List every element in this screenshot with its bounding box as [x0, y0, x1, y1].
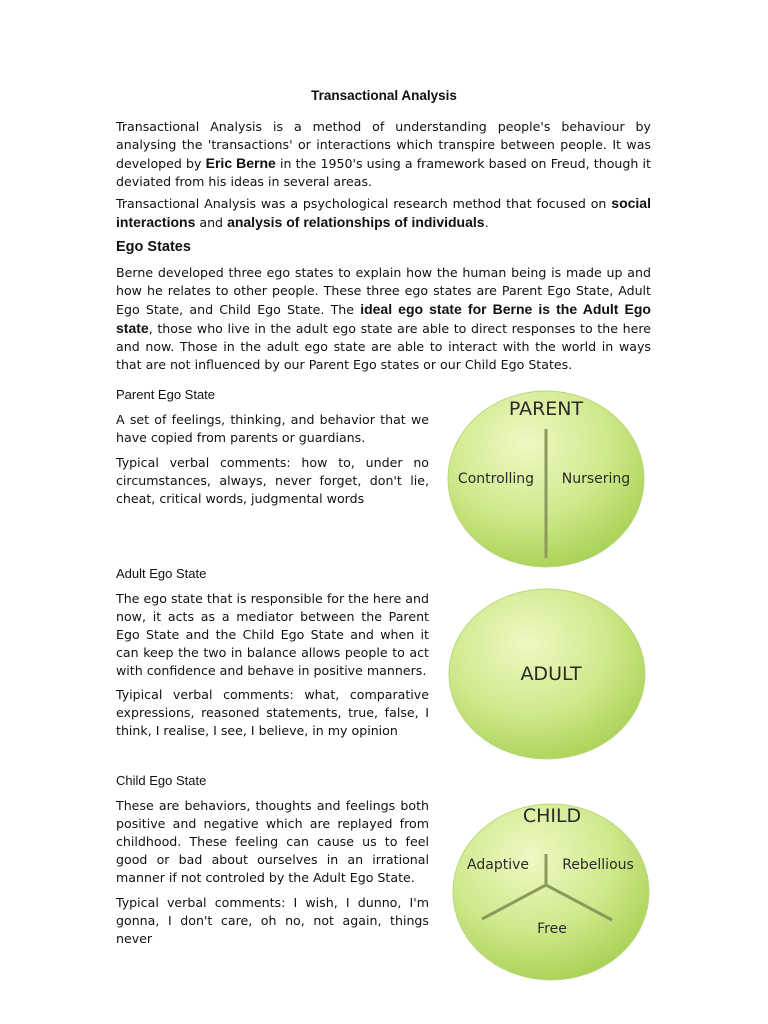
intro-paragraph-2	[116, 194, 651, 232]
child-adaptive-label: Adaptive	[467, 857, 529, 873]
adult-section-label: Adult Ego State	[116, 566, 207, 581]
ego-states-paragraph	[116, 264, 651, 374]
intro-p2-text-b: and	[195, 215, 228, 230]
adult-description: The ego state that is responsible for the here and now, it acts as a mediator between the Parent Ego State and the Child Ego State and when it can keep the two in balance allows people to act with confidence and behave in positive manners.	[116, 591, 429, 678]
document-title: Transactional Analysis	[311, 88, 457, 103]
analysis-relationships-bold: analysis of relationships of individuals	[227, 214, 485, 230]
social-interactions-bold: social interactions	[116, 195, 651, 230]
ideal-ego-state-bold: ideal ego state for Berne is the Adult Ego state	[116, 301, 651, 336]
child-circle-figure	[448, 792, 654, 982]
intro-p1-text-a: Transactional Analysis is a method of understanding people's behaviour by analysing the 'transactions' or interactions which transpire between people. It was developed by	[116, 119, 651, 171]
child-rebellious-label: Rebellious	[562, 857, 634, 873]
parent-figure-title: PARENT	[508, 398, 584, 420]
ego-states-heading: Ego States	[116, 239, 191, 255]
intro-p2-text-a: Transactional Analysis was a psychological research method that focused on	[116, 196, 612, 211]
adult-figure-title: ADULT	[520, 663, 582, 685]
parent-circle-figure	[440, 382, 652, 572]
child-verbal-comments: Typical verbal comments: I wish, I dunno, I'm gonna, I don't care, oh no, not again, things never	[116, 895, 429, 946]
child-circle	[453, 804, 649, 980]
parent-section-label: Parent Ego State	[116, 387, 216, 402]
adult-circle-figure	[443, 585, 651, 767]
adult-verbal-comments: Tyipical verbal comments: what, comparative expressions, reasoned statements, true, false, I think, I realise, I see, I believe, in my opinion	[116, 687, 429, 738]
child-figure-title: CHILD	[522, 805, 582, 827]
parent-description: A set of feelings, thinking, and behavior that we have copied from parents or guardians.	[116, 412, 429, 445]
child-description: These are behaviors, thoughts and feelings both positive and negative which are replayed from childhood. These feeling can cause us to feel good or bad about ourselves in an irrational manner if not controled by the Adult Ego State.	[116, 798, 429, 885]
child-section-label: Child Ego State	[116, 773, 207, 788]
intro-p2-text-c: .	[484, 215, 489, 230]
parent-nursering-label: Nursering	[561, 471, 631, 487]
ego-states-text-a: Berne developed three ego states to explain how the human being is made up and how he relates to other people. These three ego states are Parent Ego State, Adult Ego State, and Child Ego State. The	[116, 265, 651, 317]
ego-states-text-b: , those who live in the adult ego state are able to direct responses to the here and now. Those in the adult ego state are able to interact with the world in ways that are not influenced by our Parent Ego states or our Child Ego States.	[116, 321, 651, 372]
intro-paragraph-1	[116, 118, 651, 191]
parent-controlling-label: Controlling	[457, 471, 535, 487]
parent-verbal-comments: Typical verbal comments: how to, under no circumstances, always, never forget, don't lie, cheat, critical words, judgmental words	[116, 455, 429, 506]
child-free-label: Free	[537, 921, 567, 937]
eric-berne-bold: Eric Berne	[205, 155, 276, 171]
intro-p1-text-b: in the 1950's using a framework based on Freud, though it deviated from his ideas in several areas.	[116, 156, 651, 189]
